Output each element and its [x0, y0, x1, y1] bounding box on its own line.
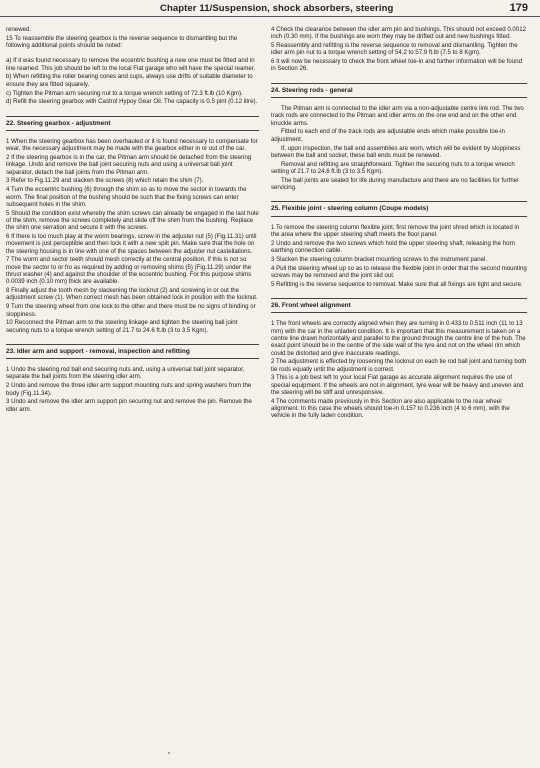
- left-column: [6, 26, 259, 414]
- paragraph: 9 Turn the steering wheel from one lock to the other and there must be no signs of binding or sloppiness.: [6, 303, 256, 318]
- paragraph: 15 To reassemble the steering gearbox is the reverse sequence to dismantling but the following additional points should be noted:: [6, 34, 238, 50]
- paragraph: 4 Pull the steering wheel up so as to release the flexible joint in order that the second mounting screws may be removed and the joint slid out.: [271, 264, 527, 279]
- paragraph: renewed.: [6, 26, 32, 33]
- paragraph: 1 To remove the steering column flexible joint, first remove the joint shred which is located in the area where the upper steering shaft meets the floor panel.: [271, 223, 520, 238]
- paragraph: 4 Turn the eccentric bushing (6) through the shim so as to move the sector in towards the worm. The final position of the bushing should be such that the fixing screws can enter subsequent holes in the shim.: [6, 186, 247, 208]
- paragraph: 3 Refer to Fig.11.29 and slacken the screws (8) which retain the shim (7).: [6, 177, 204, 185]
- right-column: [271, 26, 527, 421]
- page-header: [0, 0, 540, 17]
- note-b: b) When refitting the roller bearing cones and cups, always use drifts of suitable diameter to ensure they are fitted squarely.: [6, 73, 253, 88]
- paragraph: 4 The comments made previously in this Section are also applicable to the rear wheel alignment. In this case the wheels should toe-in 0.157 to 0.236 inch (4 to 6 mm), with the vehicle in the fully laden condition.: [271, 397, 510, 420]
- note-c: c) Tighten the Pitman arm securing nut to a torque wrench setting of 72.3 ft.lb (10 Kgm).: [6, 89, 243, 97]
- page-number: 179: [509, 2, 528, 14]
- section-heading-26: 26. Front wheel alignment: [271, 298, 527, 313]
- paragraph: 2 Undo and remove the two screws which hold the upper steering shaft, releasing the horn earthing connection cable.: [271, 239, 515, 255]
- paragraph: 2 The adjustment is effected by loosening the locknut on each tie rod ball joint and turning both tie rods equally until the adjustment is correct.: [271, 358, 527, 373]
- paragraph: 10 Reconnect the Pitman arm to the steering linkage and tighten the steering ball joint securing nuts to a torque wrench setting of 21.7 to 24.6 ft.lb (3 to 3.5 Kgm).: [6, 319, 238, 334]
- paragraph: 3 This is a job best left to your local Fiat garage as accurate alignment requires the use of special equipment. If the wheels are not in alignment, tyre wear will be heavy and uneven and the steering will be stiff and unresponsive.: [271, 374, 524, 396]
- chapter-title: Chapter 11/Suspension, shock absorbers, steering: [160, 3, 394, 14]
- paragraph: 6 If there is too much play at the worm bearings, screw in the adjuster nut (5) (Fig.11.31) until movement is just perceptible and then lock it with a new split pin. Make sure that the hole on the steering housing is in line with one of the spaces between the adjuster nut castellations.: [6, 233, 257, 255]
- paragraph: 1 When the steering gearbox has been overhauled or it is found necessary to compensate for wear, the necessary adjustment may be made with the gearbox either in or out of the car.: [6, 137, 258, 153]
- paragraph: 6 It will now be necessary to check the front wheel toe-in and further information will be found in Section 26.: [271, 58, 522, 73]
- paragraph: 5 Refitting is the reverse sequence to removal. Make sure that all fixings are tight and secure.: [271, 280, 523, 288]
- paragraph: If, upon inspection, the ball end assemblies are worn, which will be evident by sloppiness between the ball and socket, these ball ends must be renewed.: [271, 144, 521, 159]
- section-heading-22: 22. Steering gearbox - adjustment: [6, 116, 259, 131]
- paragraph: 3 Undo and remove the idler arm support pin securing nut and remove the pin. Remove the idler arm.: [6, 398, 252, 413]
- paragraph: The Pitman arm is connected to the idler arm via a non-adjustable centre link rod. The two track rods are connected to the Pitman and idler arms on the one end and on the other end knuckle arms.: [271, 105, 524, 127]
- paragraph: 7 The worm and sector teeth should mesh correctly at the central position. If this is not so move the sector to or fro as required by adding or removing shims (5) (Fig.11.29) under the thrust washer (4) and against the shoulder of the eccentric bushing. For this purpose shims 0.0039 inch (0.10 mm) thick are available.: [6, 256, 252, 286]
- section-heading-25: 25. Flexible joint - steering column (Coupe models): [271, 201, 527, 216]
- note-d: d) Refill the steering gearbox with Castrol Hypoy Gear Oil. The capacity is 0.5 pint (0.12 litre).: [6, 98, 258, 106]
- paragraph: Fitted to each end of the track rods are adjustable ends which make possible toe-in adjustment.: [271, 128, 505, 143]
- paragraph: 4 Check the clearance between the idler arm pin and bushings. This should not exceed 0.0012 inch (0.30 mm). If the bushings are worn they may be drifted out and new bushings fitted.: [271, 26, 526, 41]
- section-heading-23: 23. Idler arm and support - removal, inspection and refitting: [6, 344, 259, 359]
- page-speck: [168, 752, 170, 754]
- paragraph: 2 Undo and remove the three idler arm support mounting nuts and spring washers from the body (Fig.11.34).: [6, 382, 252, 397]
- paragraph: 8 Finally adjust the tooth mesh by slackening the locknut (2) and screwing in or out the adjustment screw (1). When correct mesh has been obtained lock in position with the locknut.: [6, 287, 258, 302]
- paragraph: Removal and refitting are straightforward. Tighten the securing nuts to a torque wrench setting of 21.7 to 24.6 ft.lb (3 to 3.5 Kgm).: [271, 160, 515, 175]
- section-heading-24: 24. Steering rods - general: [271, 83, 527, 98]
- paragraph: 1 Undo the steering rod ball end securing nuts and, using a universal ball joint separator, separate the ball joints from the steering idler arm.: [6, 366, 245, 381]
- paragraph: 5 Reassembly and refitting is the reverse sequence to removal and dismantling. Tighten the idler arm pin nut to a torque wrench setting of 54.2 to 57.9 ft.lb (7.5 to 8 Kgm).: [271, 42, 518, 57]
- paragraph: 1 The front wheels are correctly aligned when they are turning in 0.433 to 0.511 inch (11 to 13 mm) with the car in the unladen condition. It is important that this measurement is taken on a centre line drawn horizontally and parallel to the ground through the centre line of the hub. The exact point should be in the centre of the side wall of the tyre and not on the wheel rim which could be distorted and give inaccurate readings.: [271, 320, 526, 357]
- note-a: a) If it was found necessary to remove the eccentric bushing a new one must be fitted and in line reamed. This job should be left to the local Fiat garage who will have the special reamer.: [6, 57, 256, 72]
- paragraph: The ball joints are sealed for life during manufacture and there are no facilities for further servicing.: [271, 176, 520, 192]
- paragraph: 3 Slacken the steering column bracket mounting screws to the instrument panel.: [271, 255, 488, 263]
- paragraph: 5 Should the condition exist whereby the shim screws can already be engaged in the last hole of the shim, remove the screws completely and slide off the shim from the bushing. Replace the shim one serration and secure it with the screws.: [6, 209, 259, 232]
- paragraph: 2 If the steering gearbox is in the car, the Pitman arm should be detached from the steering linkage. Undo and remove the ball joint securing nuts and using a universal ball joint separator, detach the ball joints from the Pitman arm.: [6, 154, 252, 176]
